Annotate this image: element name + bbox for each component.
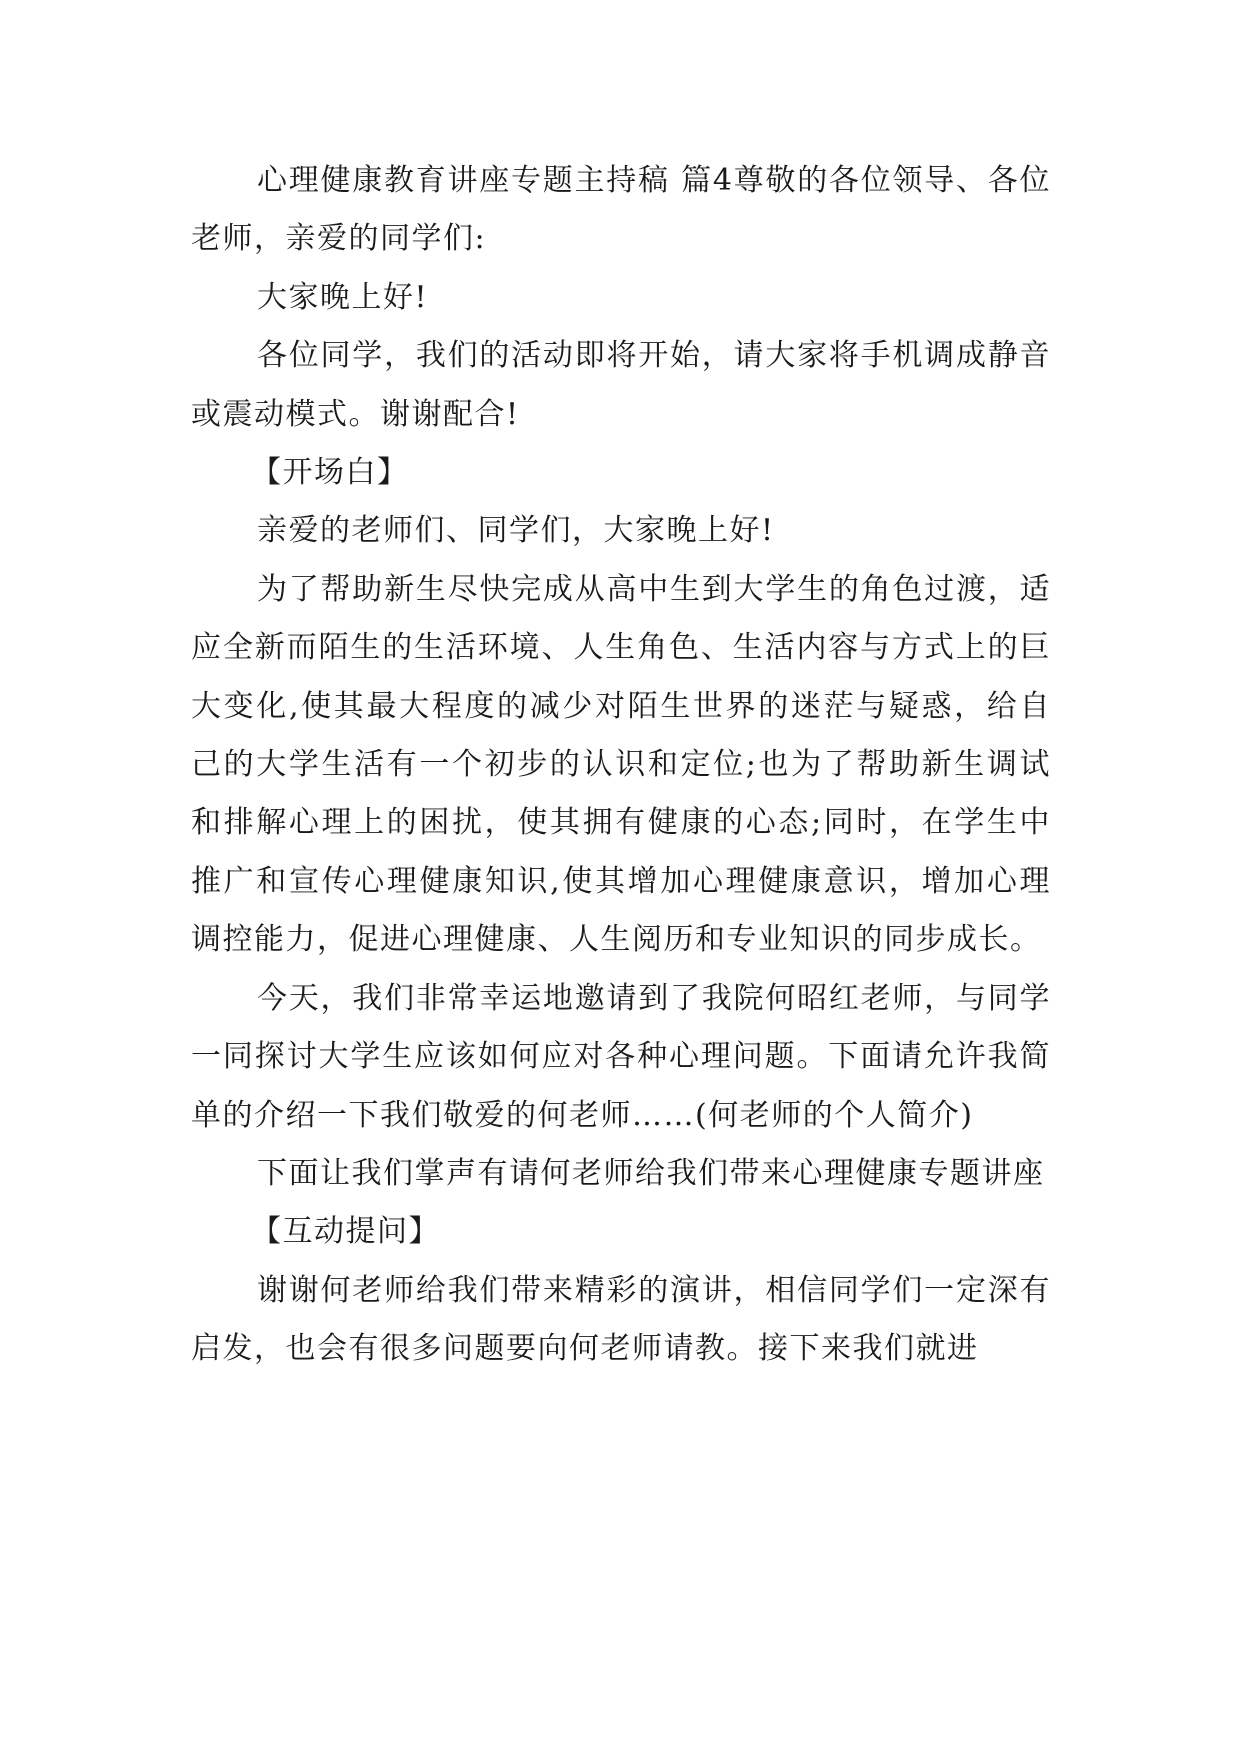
document-body bbox=[191, 152, 1051, 1379]
paragraph-opening-address: 心理健康教育讲座专题主持稿 篇4尊敬的各位领导、各位老师，亲爱的同学们: bbox=[191, 163, 1051, 257]
paragraph-purpose: 为了帮助新生尽快完成从高中生到大学生的角色过渡，适应全新而陌生的生活环境、人生角色、生活内容与方式上的巨大变化,使其最大程度的减少对陌生世界的迷茫与疑惑，给自己的大学生活有一个初步的认识和定位;也为了帮助新生调试和排解心理上的困扰，使其拥有健康的心态;同时，在学生中推广和宣传心理健康知识,使其增加心理健康意识，增加心理调控能力，促进心理健康、人生阅历和专业知识的同步成长。 bbox=[191, 571, 1051, 958]
section-heading-opening: 【开场白】 bbox=[251, 455, 409, 491]
paragraph-introduction: 今天，我们非常幸运地邀请到了我院何昭红老师，与同学一同探讨大学生应该如何应对各种心理问题。下面请允许我简单的介绍一下我们敬爱的何老师……(何老师的个人简介) bbox=[191, 980, 1051, 1133]
section-heading-qa: 【互动提问】 bbox=[251, 1214, 440, 1250]
paragraph-phone-notice: 各位同学，我们的活动即将开始，请大家将手机调成静音或震动模式。谢谢配合! bbox=[191, 338, 1051, 432]
paragraph-welcome: 亲爱的老师们、同学们，大家晚上好! bbox=[257, 513, 775, 549]
paragraph-thanks: 谢谢何老师给我们带来精彩的演讲，相信同学们一定深有启发，也会有很多问题要向何老师请教。接下来我们就进 bbox=[191, 1272, 1051, 1367]
paragraph-greeting: 大家晚上好! bbox=[257, 279, 429, 315]
paragraph-invite-speaker: 下面让我们掌声有请何老师给我们带来心理健康专题讲座 bbox=[257, 1155, 1045, 1191]
